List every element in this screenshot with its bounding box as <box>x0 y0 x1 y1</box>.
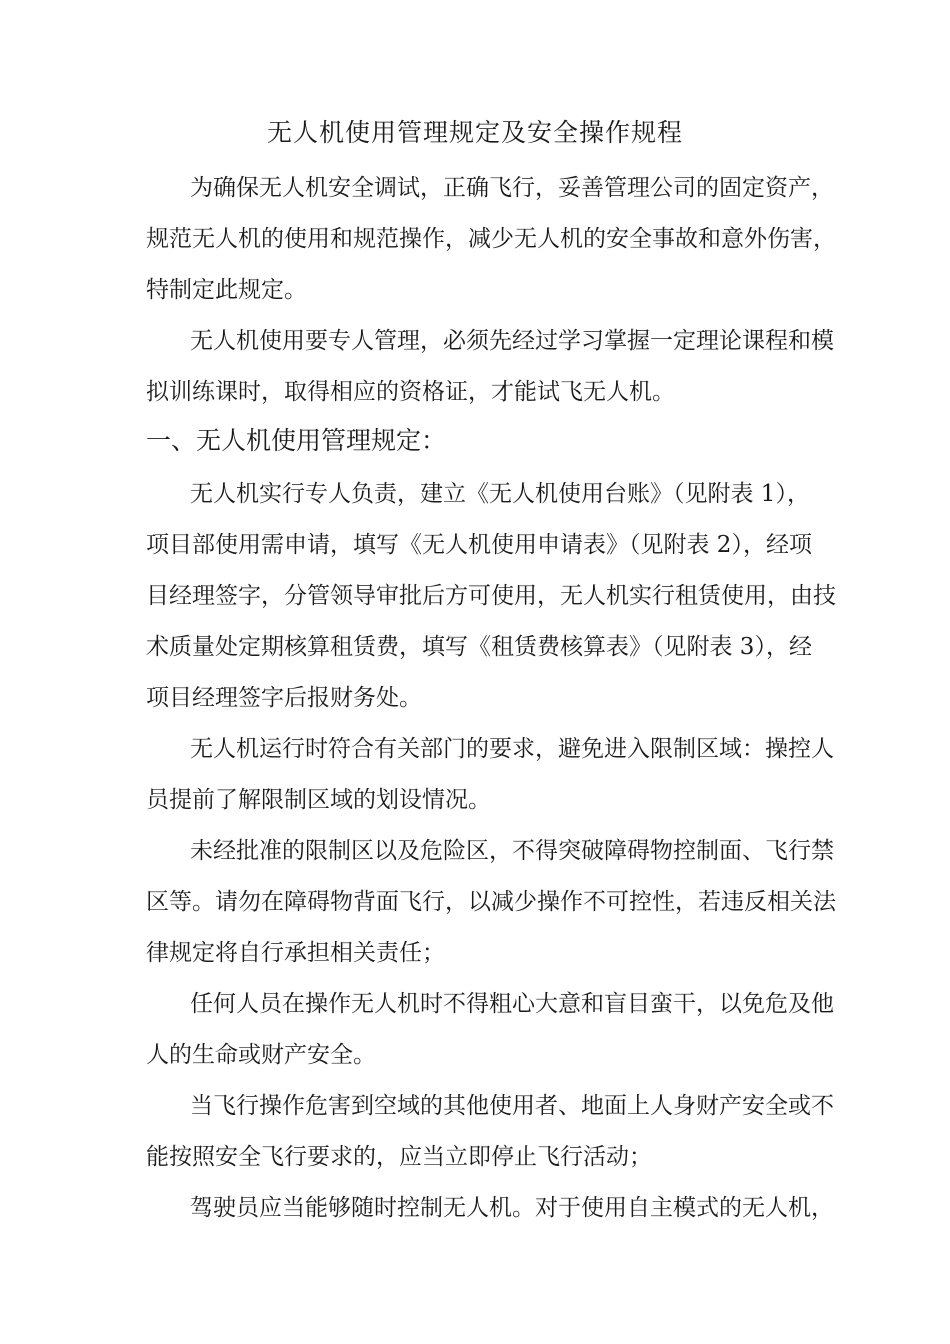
section-heading: 一、无人机使用管理规定： <box>146 426 447 455</box>
paragraph-line: 当飞行操作危害到空域的其他使用者、地面上人身财产安全或不 <box>190 1093 834 1119</box>
document-title: 无人机使用管理规定及安全操作规程 <box>266 118 683 147</box>
paragraph-line: 术质量处定期核算租赁费，填写《租赁费核算表》（见附表 3），经 <box>146 634 812 660</box>
paragraph-line: 目经理签字，分管领导审批后方可使用，无人机实行租赁使用，由技 <box>146 583 836 609</box>
paragraph-line: 项目部使用需申请，填写《无人机使用申请表》（见附表 2），经项 <box>146 532 812 558</box>
paragraph-line: 区等。请勿在障碍物背面飞行，以减少操作不可控性，若违反相关法 <box>146 889 836 915</box>
paragraph-line: 能按照安全飞行要求的，应当立即停止飞行活动； <box>146 1144 652 1170</box>
paragraph-line: 为确保无人机安全调试，正确飞行，妥善管理公司的固定资产， <box>190 175 834 201</box>
paragraph-line: 驾驶员应当能够随时控制无人机。对于使用自主模式的无人机， <box>190 1195 834 1221</box>
paragraph-line: 未经批准的限制区以及危险区，不得突破障碍物控制面、飞行禁 <box>190 838 834 864</box>
paragraph-line: 规范无人机的使用和规范操作，减少无人机的安全事故和意外伤害， <box>146 226 836 252</box>
paragraph-line: 员提前了解限制区域的划设情况。 <box>146 787 491 813</box>
paragraph-line: 特制定此规定。 <box>146 277 307 303</box>
paragraph-line: 人的生命或财产安全。 <box>146 1042 376 1068</box>
paragraph-line: 任何人员在操作无人机时不得粗心大意和盲目蛮干，以免危及他 <box>190 991 834 1017</box>
paragraph-line: 无人机使用要专人管理，必须先经过学习掌握一定理论课程和模 <box>190 328 834 354</box>
paragraph-line: 律规定将自行承担相关责任； <box>146 940 445 966</box>
paragraph-line: 拟训练课时，取得相应的资格证，才能试飞无人机。 <box>146 379 675 405</box>
paragraph-line: 无人机运行时符合有关部门的要求，避免进入限制区域：操控人 <box>190 736 834 762</box>
paragraph-line: 项目经理签字后报财务处。 <box>146 685 422 711</box>
paragraph-line: 无人机实行专人负责，建立《无人机使用台账》（见附表 1）， <box>190 481 810 507</box>
